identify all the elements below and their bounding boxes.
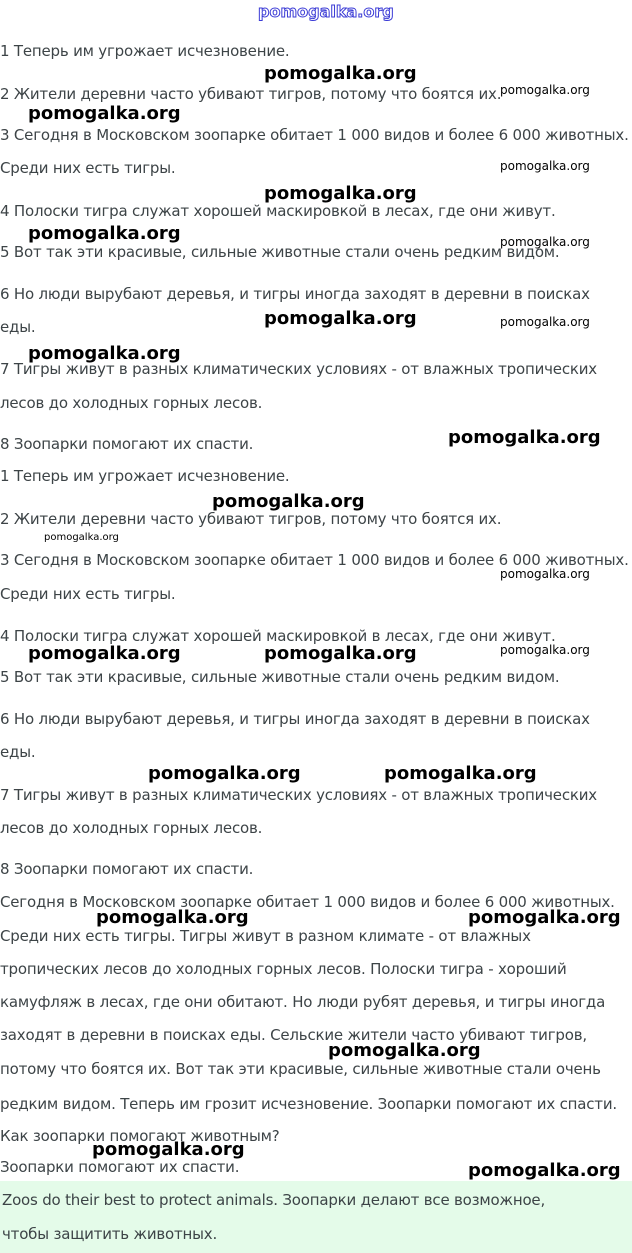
watermark: pomogalka.org <box>28 223 181 244</box>
question-text: Как зоопарки помогают животным? <box>0 1127 280 1145</box>
watermark: pomogalka.org <box>96 907 249 928</box>
list-line: 5 Вот так эти красивые, сильные животные стали очень редким видом. <box>0 243 560 261</box>
paragraph-line: камуфляж в лесах, где они обитают. Но люди рубят деревья, и тигры иногда <box>0 993 606 1011</box>
watermark: pomogalka.org <box>44 532 119 543</box>
list-line: лесов до холодных горных лесов. <box>0 394 263 412</box>
list-line: 8 Зоопарки помогают их спасти. <box>0 860 254 878</box>
answer-highlight <box>0 1181 632 1253</box>
watermark: pomogalka.org <box>264 643 417 664</box>
watermark: pomogalka.org <box>500 315 590 329</box>
watermark: pomogalka.org <box>264 308 417 329</box>
watermark: pomogalka.org <box>500 159 590 173</box>
list-line: 6 Но люди вырубают деревья, и тигры иногда заходят в деревни в поисках <box>0 710 590 728</box>
list-line: 2 Жители деревни часто убивают тигров, потому что боятся их. <box>0 85 502 103</box>
list-line: Среди них есть тигры. <box>0 159 176 177</box>
highlight-line: чтобы защитить животных. <box>2 1225 218 1243</box>
list-line: 7 Тигры живут в разных климатических условиях - от влажных тропических <box>0 360 597 378</box>
list-line: лесов до холодных горных лесов. <box>0 819 263 837</box>
paragraph-line: заходят в деревни в поисках еды. Сельские жители часто убивают тигров, <box>0 1026 587 1044</box>
watermark: pomogalka.org <box>384 763 537 784</box>
list-line: еды. <box>0 743 36 761</box>
paragraph-line: потому что боятся их. Вот так эти красивые, сильные животные стали очень <box>0 1060 601 1078</box>
list-line: 5 Вот так эти красивые, сильные животные стали очень редким видом. <box>0 668 560 686</box>
list-line: еды. <box>0 318 36 336</box>
paragraph-line: Сегодня в Московском зоопарке обитает 1 000 видов и более 6 000 животных. <box>0 893 615 911</box>
watermark: pomogalka.org <box>500 643 590 657</box>
list-line: 6 Но люди вырубают деревья, и тигры иногда заходят в деревни в поисках <box>0 285 590 303</box>
watermark: pomogalka.org <box>468 907 621 928</box>
list-line: 7 Тигры живут в разных климатических условиях - от влажных тропических <box>0 786 597 804</box>
watermark: pomogalka.org <box>500 83 590 97</box>
paragraph-line: Среди них есть тигры. Тигры живут в разном климате - от влажных <box>0 927 531 945</box>
list-line: 8 Зоопарки помогают их спасти. <box>0 435 254 453</box>
list-line: 1 Теперь им угрожает исчезновение. <box>0 42 290 60</box>
watermark: pomogalka.org <box>264 183 417 204</box>
answer-text: Зоопарки помогают их спасти. <box>0 1158 240 1176</box>
highlight-line: Zoos do their best to protect animals. Зоопарки делают все возможное, <box>2 1191 546 1209</box>
watermark: pomogalka.org <box>148 763 301 784</box>
watermark: pomogalka.org <box>264 63 417 84</box>
list-line: 4 Полоски тигра служат хорошей маскировкой в лесах, где они живут. <box>0 627 556 645</box>
list-line: 2 Жители деревни часто убивают тигров, потому что боятся их. <box>0 510 502 528</box>
watermark: pomogalka.org <box>328 1040 481 1061</box>
list-line: 4 Полоски тигра служат хорошей маскировкой в лесах, где они живут. <box>0 202 556 220</box>
paragraph-line: редким видом. Теперь им грозит исчезновение. Зоопарки помогают их спасти. <box>0 1095 617 1113</box>
watermark: pomogalka.org <box>28 103 181 124</box>
list-line: 1 Теперь им угрожает исчезновение. <box>0 467 290 485</box>
watermark: pomogalka.org <box>500 235 590 249</box>
paragraph-line: тропических лесов до холодных горных лесов. Полоски тигра - хороший <box>0 960 567 978</box>
list-line: Среди них есть тигры. <box>0 585 176 603</box>
watermark: pomogalka.org <box>28 343 181 364</box>
list-line: 3 Сегодня в Московском зоопарке обитает 1 000 видов и более 6 000 животных. <box>0 126 629 144</box>
header-watermark: pomogalka.org <box>258 2 394 21</box>
watermark: pomogalka.org <box>92 1139 245 1160</box>
watermark: pomogalka.org <box>212 491 365 512</box>
watermark: pomogalka.org <box>28 643 181 664</box>
watermark: pomogalka.org <box>448 427 601 448</box>
watermark: pomogalka.org <box>468 1160 621 1181</box>
watermark: pomogalka.org <box>500 567 590 581</box>
list-line: 3 Сегодня в Московском зоопарке обитает 1 000 видов и более 6 000 животных. <box>0 551 629 569</box>
